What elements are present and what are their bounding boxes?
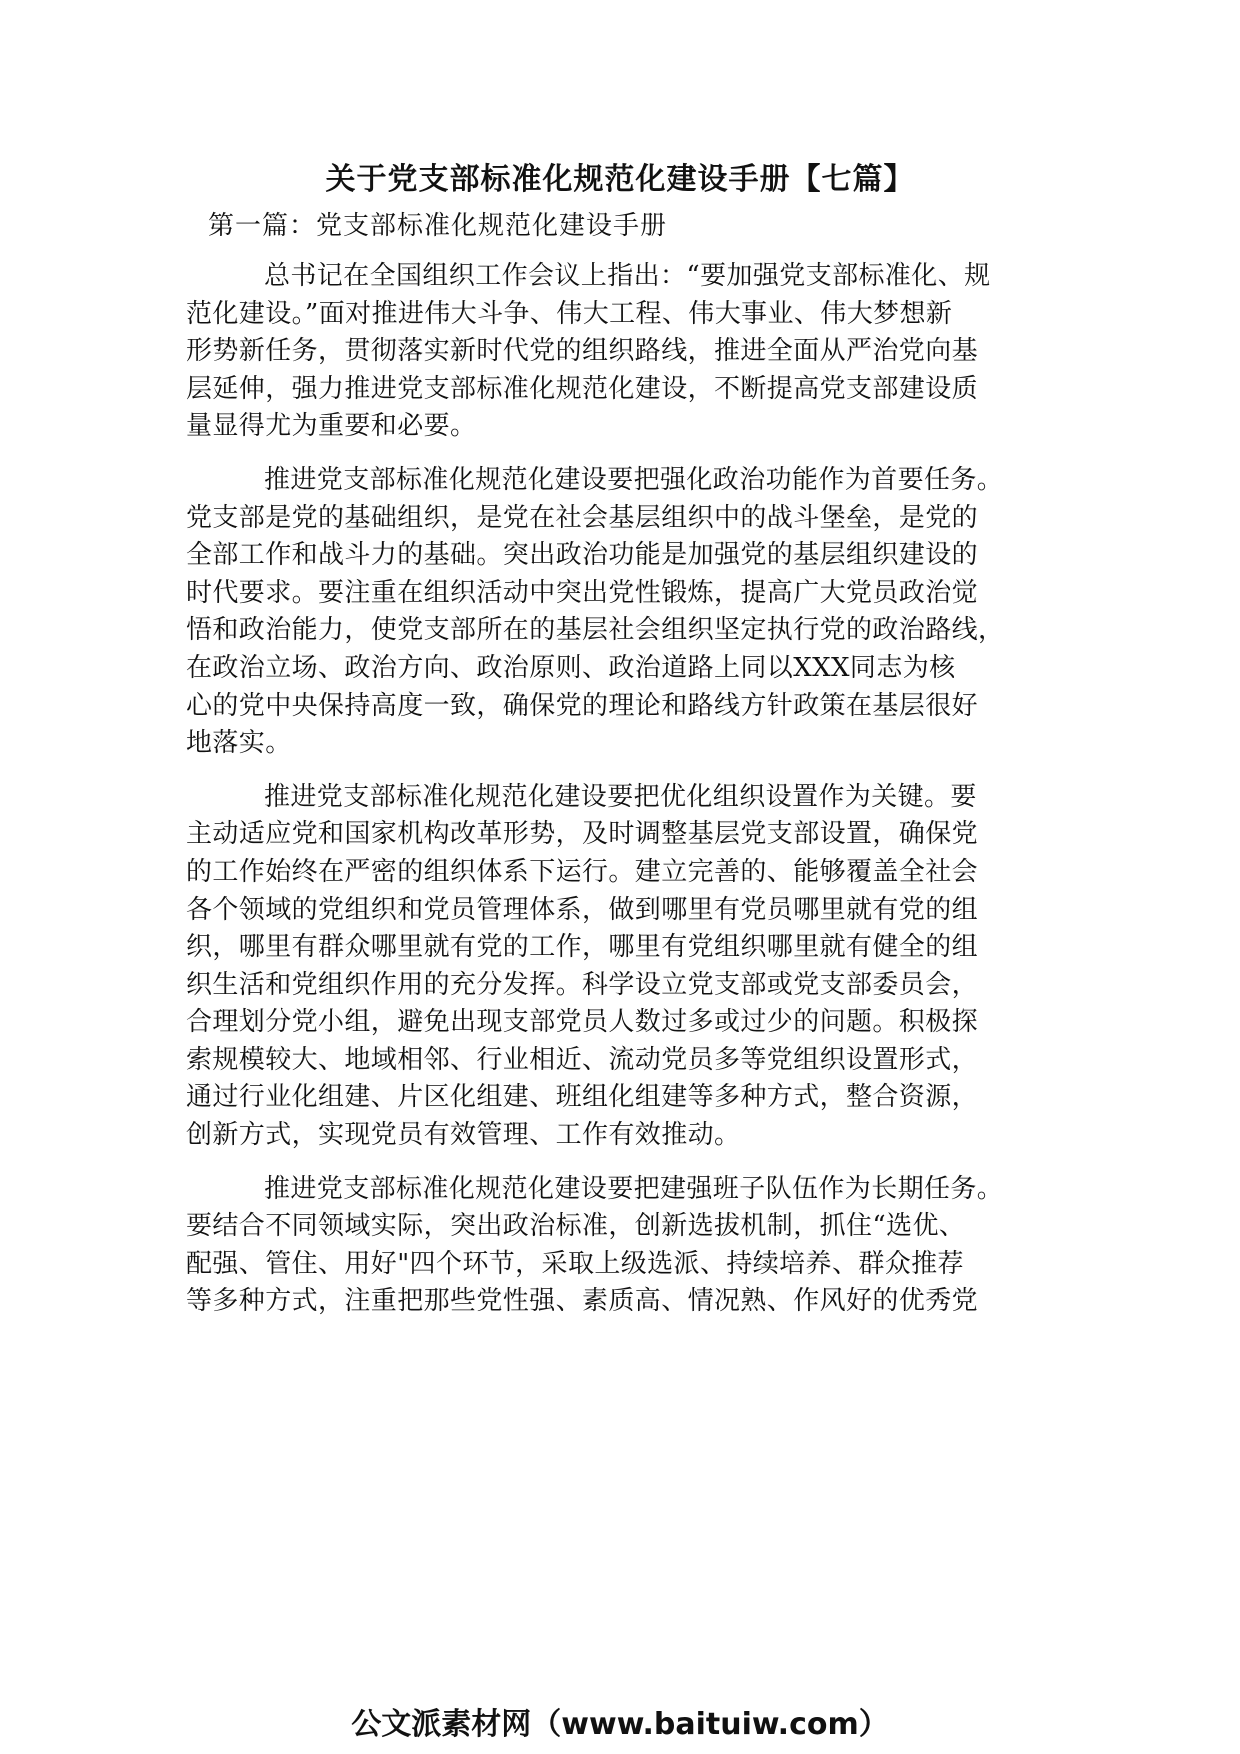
text-line: 心的党中央保持高度一致，确保党的理论和路线方针政策在基层很好 xyxy=(186,690,979,721)
text-line: 总书记在全国组织工作会议上指出：“要加强党支部标准化、规 xyxy=(264,261,991,291)
document-title: 关于党支部标准化规范化建设手册【七篇】 xyxy=(325,162,915,197)
document-body xyxy=(186,258,1066,1337)
text-line: 织生活和党组织作用的充分发挥。科学设立党支部或党支部委员会， xyxy=(186,969,979,1000)
paragraph-4 xyxy=(186,1171,1066,1321)
text-line: 要结合不同领域实际，突出政治标准，创新选拔机制，抓住“选优、 xyxy=(186,1211,966,1242)
text-line: 主动适应党和国家机构改革形势，及时调整基层党支部设置，确保党 xyxy=(186,819,979,850)
text-line: 时代要求。要注重在组织活动中突出党性锻炼，提高广大党员政治觉 xyxy=(186,577,979,608)
text-line: 通过行业化组建、片区化组建、班组化组建等多种方式，整合资源， xyxy=(186,1082,979,1113)
paragraph-2 xyxy=(186,462,1066,763)
text-line: 全部工作和战斗力的基础。突出政治功能是加强党的基层组织建设的 xyxy=(186,540,979,571)
text-line: 创新方式，实现党员有效管理、工作有效推动。 xyxy=(186,1120,741,1151)
text-line: 织，哪里有群众哪里就有党的工作，哪里有党组织哪里就有健全的组 xyxy=(186,932,979,963)
text-line: 推进党支部标准化规范化建设要把建强班子队伍作为长期任务。 xyxy=(264,1173,1004,1204)
text-line: 合理划分党小组，避免出现支部党员人数过多或过少的问题。积极探 xyxy=(186,1007,979,1038)
text-line: 量显得尤为重要和必要。 xyxy=(186,411,477,442)
text-line: 配强、管住、用好"四个环节，采取上级选派、持续培养、群众推荐 xyxy=(186,1248,964,1279)
text-line: 索规模较大、地域相邻、行业相近、流动党员多等党组织设置形式， xyxy=(186,1044,979,1075)
text-line: 党支部是党的基础组织，是党在社会基层组织中的战斗堡垒，是党的 xyxy=(186,502,979,533)
text-line: 的工作始终在严密的组织体系下运行。建立完善的、能够覆盖全社会 xyxy=(186,856,979,887)
text-line: 地落实。 xyxy=(186,728,292,759)
chapter-subtitle: 第一篇：党支部标准化规范化建设手册 xyxy=(208,211,668,241)
text-line: 等多种方式，注重把那些党性强、素质高、情况熟、作风好的优秀党 xyxy=(186,1286,979,1317)
text-line: 范化建设。”面对推进伟大斗争、伟大工程、伟大事业、伟大梦想新 xyxy=(186,298,953,329)
text-line: 推进党支部标准化规范化建设要把强化政治功能作为首要任务。 xyxy=(264,464,1004,495)
text-line: 在政治立场、政治方向、政治原则、政治道路上同以XXX同志为核 xyxy=(186,652,956,683)
text-line: 层延伸，强力推进党支部标准化规范化建设，不断提高党支部建设质 xyxy=(186,373,979,404)
footer-watermark: 公文派素材网（www.baituiw.com） xyxy=(351,1707,889,1742)
text-line: 推进党支部标准化规范化建设要把优化组织设置作为关键。要 xyxy=(264,781,977,812)
paragraph-1 xyxy=(186,258,1066,446)
text-line: 各个领域的党组织和党员管理体系，做到哪里有党员哪里就有党的组 xyxy=(186,894,979,925)
paragraph-3 xyxy=(186,779,1066,1155)
text-line: 悟和政治能力，使党支部所在的基层社会组织坚定执行党的政治路线， xyxy=(186,615,1005,646)
text-line: 形势新任务，贯彻落实新时代党的组织路线，推进全面从严治党向基 xyxy=(186,336,979,367)
